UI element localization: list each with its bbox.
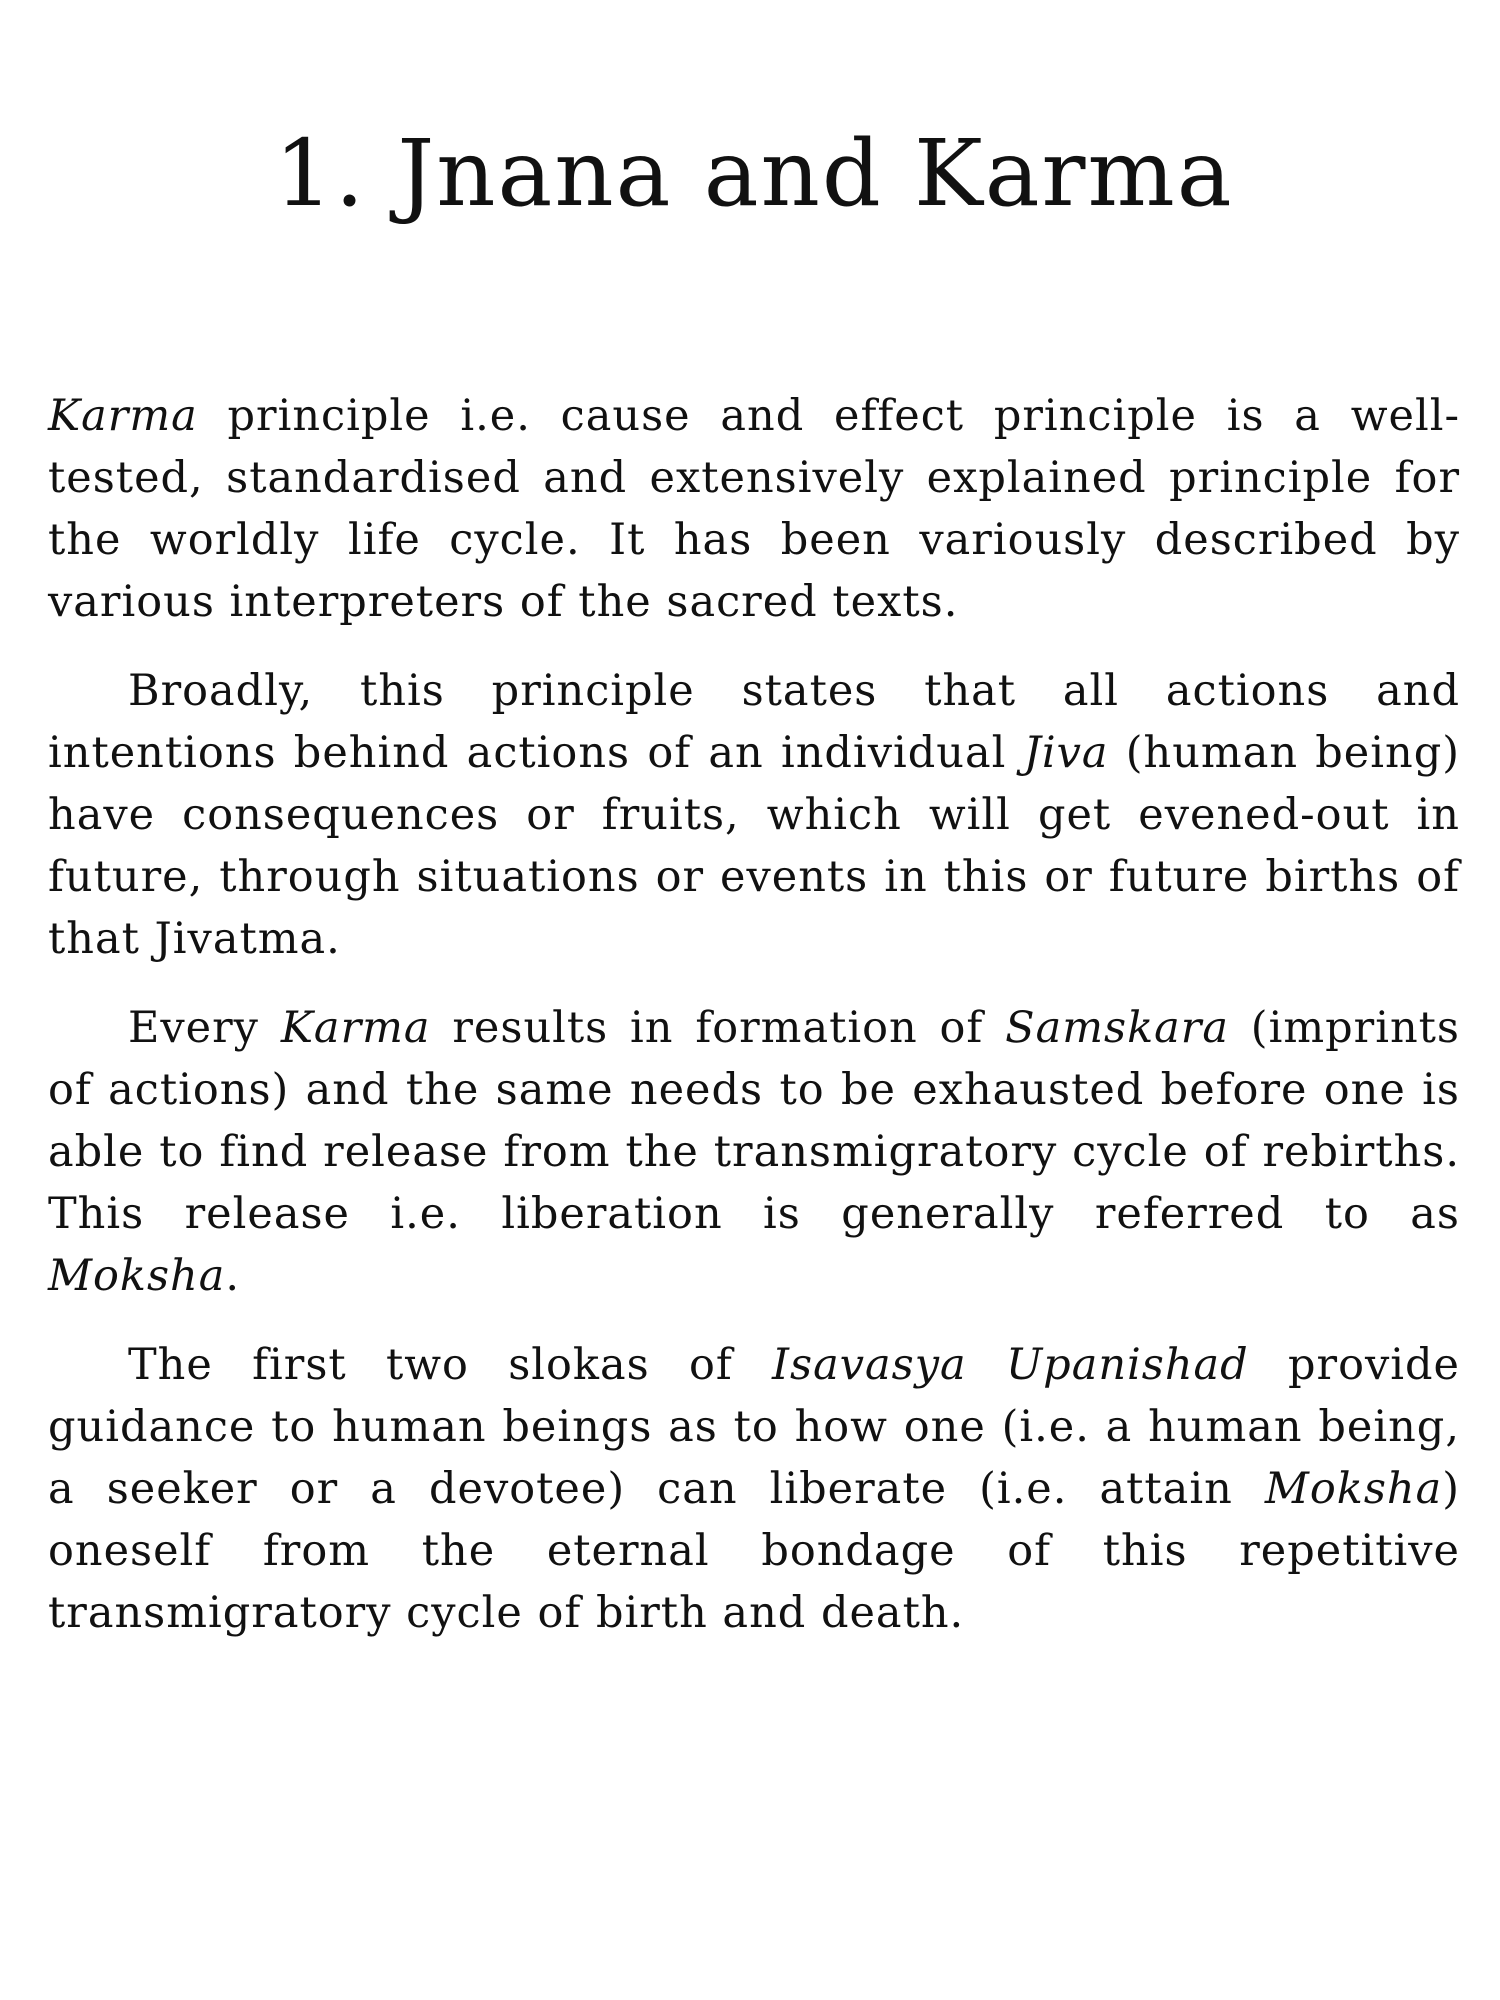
paragraph-text: . [225,1251,241,1301]
paragraph-text: Every [128,1003,281,1053]
paragraph-text: provide guidance to human beings as to how one (i.e. a human being, a seeker or a devotee) can liberate (i.e. attain [48,1340,1460,1514]
paragraph-4 [48,1334,1460,1644]
paragraph-1 [48,385,1460,633]
chapter-title: 1. Jnana and Karma [274,120,1234,227]
paragraph-text: results in formation of [430,1003,1006,1053]
paragraph-text: principle i.e. cause and effect principle is a well-tested, standardised and extensively explained principle for the worldly life cycle. It has been variously described by various interpreters of the sacred texts. [48,391,1460,627]
italic-term: Moksha [1264,1464,1443,1514]
italic-term: Jiva [1023,728,1109,778]
italic-term: Karma [48,391,198,441]
italic-term: Karma [280,1003,431,1053]
paragraph-text: ) oneself from the eternal bondage of this repetitive transmigratory cycle of birth and death. [48,1464,1460,1638]
italic-term: Moksha [48,1251,226,1301]
chapter-body [48,385,1460,1671]
paragraph-text: (human being) have consequences or fruits, which will get evened-out in future, through situations or events in this or future births of that Jivatma. [48,728,1461,964]
italic-term: Isavasya Upanishad [772,1340,1249,1390]
paragraph-2 [48,660,1460,970]
paragraph-text: The first two slokas of [128,1340,773,1390]
paragraph-text: (imprints of actions) and the same needs to be exhausted before one is able to find release from the transmigratory cycle of rebirths. This release i.e. liberation is generally referred to as [48,1003,1460,1239]
italic-term: Samskara [1005,1003,1229,1053]
paragraph-3 [48,997,1460,1307]
paragraph-text: Broadly, this principle states that all actions and intentions behind actions of an individual [48,666,1460,778]
